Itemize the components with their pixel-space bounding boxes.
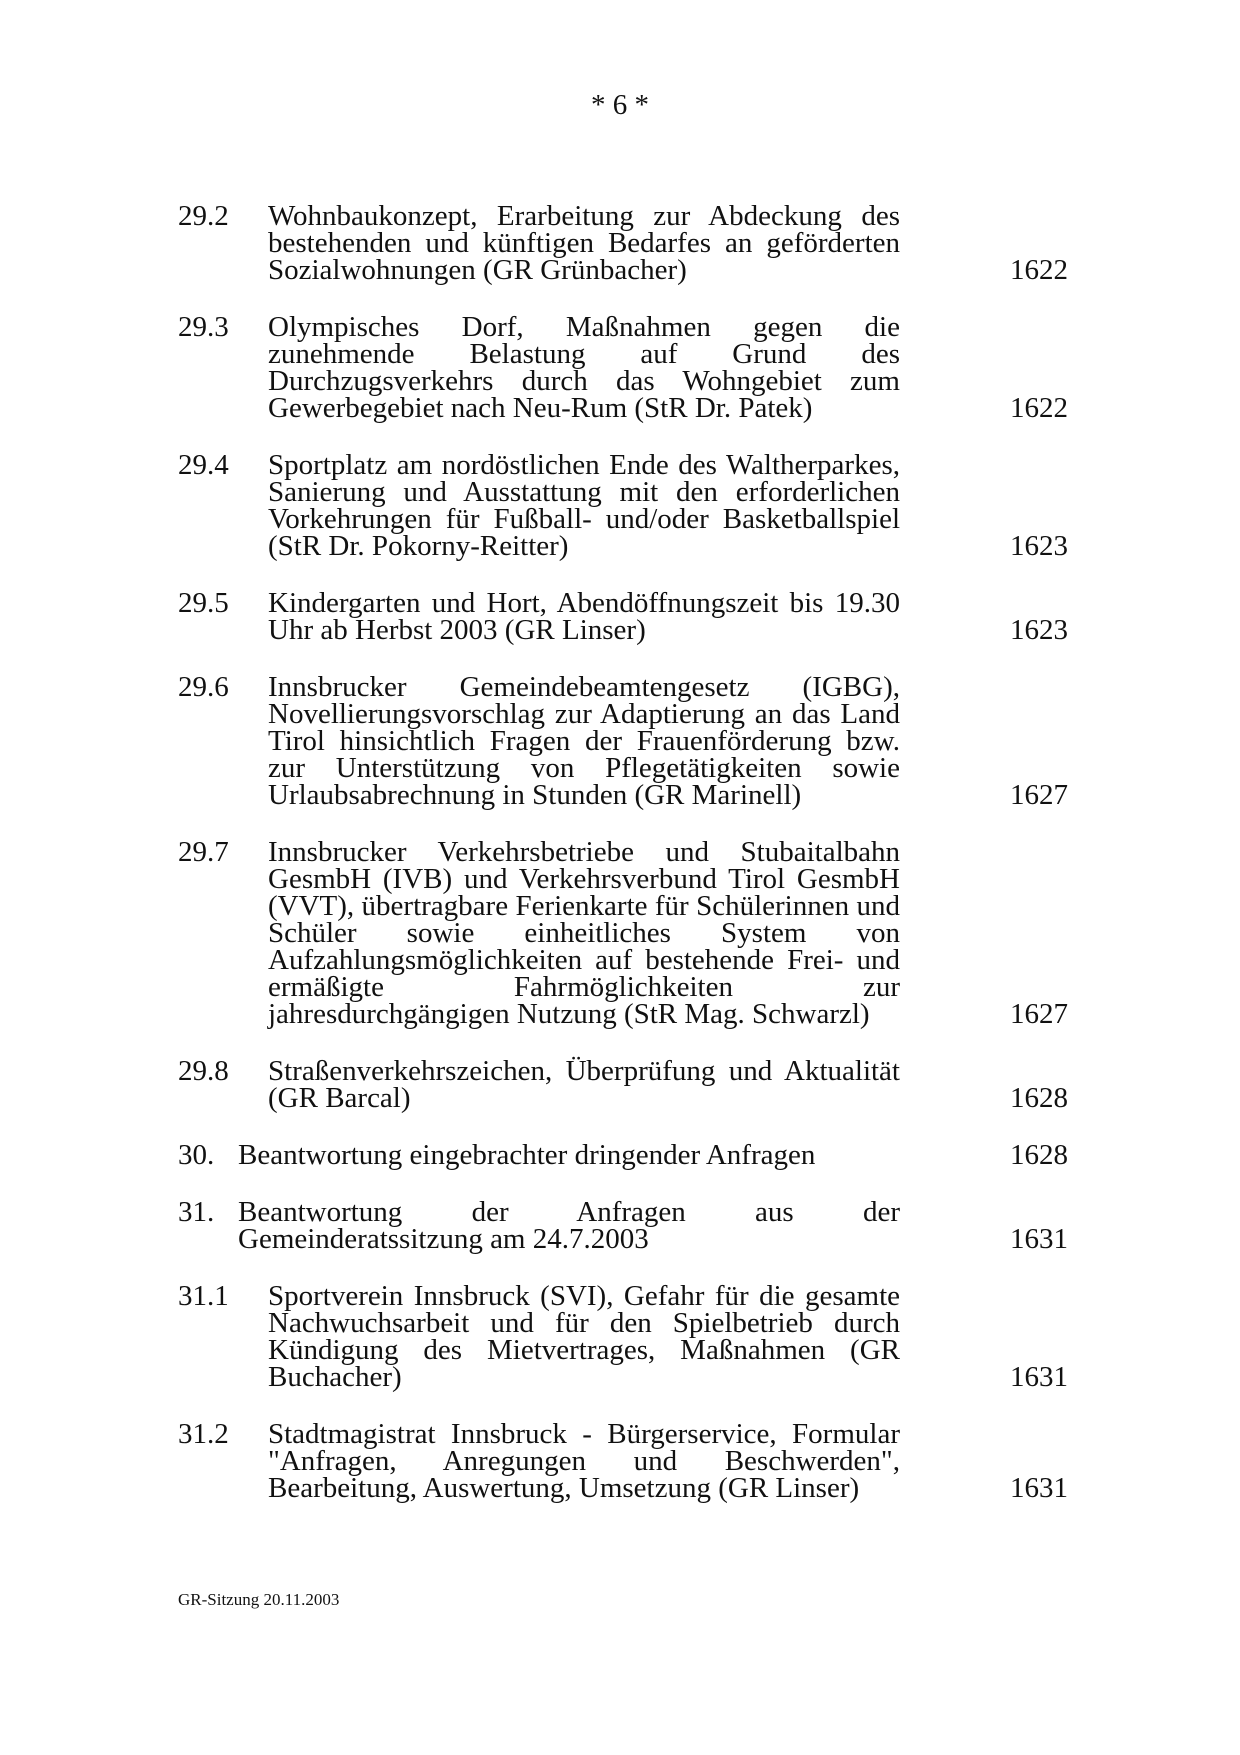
entry-text: Olympisches Dorf, Maßnahmen gegen die zunehmende Belastung auf Grund des Durchzugsverkehrs durch das Wohngebiet zum Gewerbegebiet nach Neu-Rum (StR Dr. Patek): [268, 311, 900, 424]
entry-text: Innsbrucker Verkehrsbetriebe und Stubaitalbahn GesmbH (IVB) und Verkehrsverbund Tirol GesmbH (VVT), übertragbare Ferienkarte für Schülerinnen und Schüler sowie einheitliches System von Aufzahlungsmöglichkeiten auf bestehende Frei- und ermäßigte Fahrmöglichkeiten zur jahresdurchgängigen Nutzung (StR Mag. Schwarzl): [268, 836, 900, 1030]
entry-text: Beantwortung der Anfragen aus der Gemeinderatssitzung am 24.7.2003: [238, 1196, 900, 1255]
entry-number: 29.8: [178, 1055, 229, 1087]
entry-number: 29.7: [178, 836, 229, 868]
toc-entry: [178, 1280, 1068, 1393]
entry-page: 1628: [1010, 1082, 1068, 1114]
entry-number: 31.2: [178, 1418, 229, 1450]
toc-entry: [178, 1196, 1068, 1255]
entry-text: Stadtmagistrat Innsbruck - Bürgerservice, Formular "Anfragen, Anregungen und Beschwerden", Bearbeitung, Auswertung, Umsetzung (GR Linser): [268, 1418, 900, 1504]
entry-page: 1622: [1010, 254, 1068, 286]
toc-entry: [178, 311, 1068, 424]
entry-number: 29.2: [178, 200, 229, 232]
entry-text: Straßenverkehrszeichen, Überprüfung und Aktualität (GR Barcal): [268, 1055, 900, 1114]
entry-text: Beantwortung eingebrachter dringender Anfragen: [238, 1139, 816, 1171]
entry-number: 30.: [178, 1139, 215, 1171]
entry-text: Wohnbaukonzept, Erarbeitung zur Abdeckung des bestehenden und künftigen Bedarfes an geförderten Sozialwohnungen (GR Grünbacher): [268, 200, 900, 286]
entry-text: Innsbrucker Gemeindebeamtengesetz (IGBG), Novellierungsvorschlag zur Adaptierung an das Land Tirol hinsichtlich Fragen der Frauenförderung bzw. zur Unterstützung von Pflegetätigkeiten sowie Urlaubsabrechnung in Stunden (GR Marinell): [268, 671, 900, 811]
entry-page: 1627: [1010, 998, 1068, 1030]
entry-page: 1628: [1010, 1139, 1068, 1171]
toc-entry: [178, 836, 1068, 1030]
entry-number: 29.5: [178, 587, 229, 619]
entry-text: Kindergarten und Hort, Abendöffnungszeit bis 19.30 Uhr ab Herbst 2003 (GR Linser): [268, 587, 900, 646]
entry-page: 1623: [1010, 530, 1068, 562]
entry-number: 29.3: [178, 311, 229, 343]
entry-page: 1631: [1010, 1472, 1068, 1504]
entry-number: 29.6: [178, 671, 229, 703]
entry-text: Sportplatz am nordöstlichen Ende des Waltherparkes, Sanierung und Ausstattung mit den erforderlichen Vorkehrungen für Fußball- und/oder Basketballspiel (StR Dr. Pokorny-Reitter): [268, 449, 900, 562]
toc-entry: [178, 671, 1068, 811]
toc-entry: [178, 1139, 1068, 1171]
toc-entry: [178, 449, 1068, 562]
toc-entry: [178, 1055, 1068, 1114]
table-of-contents: [178, 200, 1068, 1532]
entry-number: 29.4: [178, 449, 229, 481]
entry-page: 1627: [1010, 779, 1068, 811]
entry-number: 31.1: [178, 1280, 229, 1312]
footer: GR-Sitzung 20.11.2003: [178, 1590, 340, 1609]
toc-entry: [178, 1418, 1068, 1504]
entry-page: 1631: [1010, 1361, 1068, 1393]
toc-entry: [178, 200, 1068, 286]
entry-number: 31.: [178, 1196, 215, 1228]
entry-page: 1631: [1010, 1223, 1068, 1255]
page-number: * 6 *: [591, 89, 649, 121]
entry-page: 1623: [1010, 614, 1068, 646]
toc-entry: [178, 587, 1068, 646]
entry-text: Sportverein Innsbruck (SVI), Gefahr für die gesamte Nachwuchsarbeit und für den Spielbetrieb durch Kündigung des Mietvertrages, Maßnahmen (GR Buchacher): [268, 1280, 900, 1393]
entry-page: 1622: [1010, 392, 1068, 424]
